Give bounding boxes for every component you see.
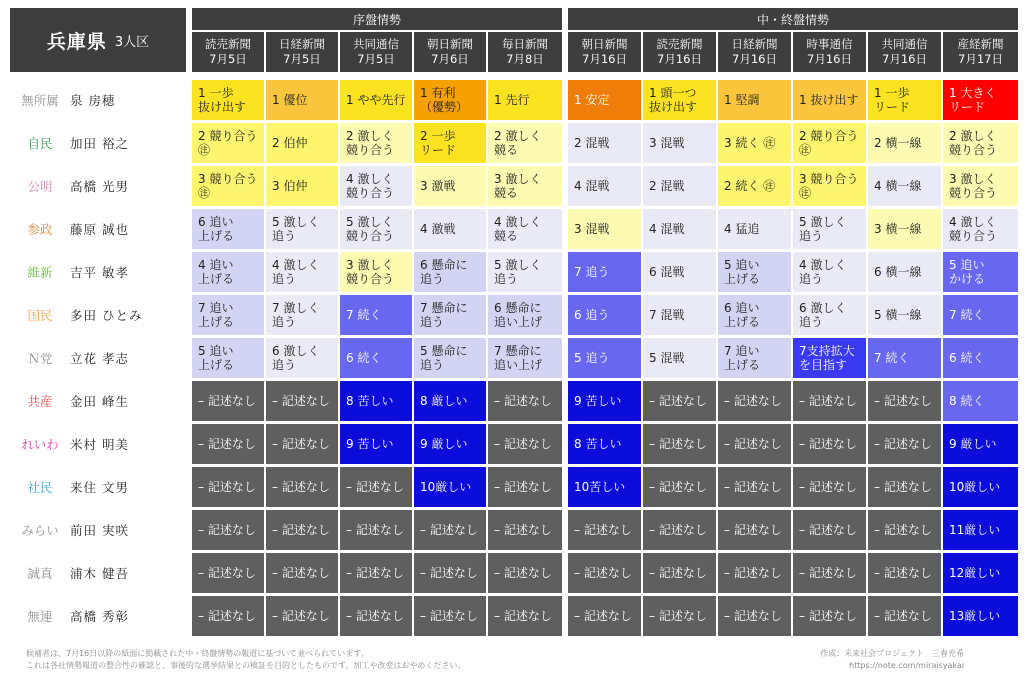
source-header xyxy=(793,32,866,72)
status-cell: – 記述なし xyxy=(414,510,486,550)
status-cell: – 記述なし xyxy=(793,553,866,593)
status-cell: 7支持拡大 を目指す xyxy=(793,338,866,378)
source-name: 産経新聞 xyxy=(957,37,1004,51)
status-cell: 3 激しく 競り合う xyxy=(943,166,1018,206)
status-cell: 7 追う xyxy=(568,252,641,292)
candidate-label xyxy=(10,208,186,250)
status-cell: 3 競り合う ㊟ xyxy=(793,166,866,206)
source-header xyxy=(868,32,941,72)
candidate-label xyxy=(10,380,186,422)
status-cell: 4 激戦 xyxy=(414,209,486,249)
status-cell: 1 先行 xyxy=(488,80,562,120)
seat-count: 3人区 xyxy=(114,34,150,50)
status-cell: – 記述なし xyxy=(192,381,264,421)
status-cell: – 記述なし xyxy=(340,467,412,507)
status-cell: 7 続く xyxy=(943,295,1018,335)
candidate-label xyxy=(10,294,186,336)
status-cell: 6 横一線 xyxy=(868,252,941,292)
status-cell: – 記述なし xyxy=(718,553,791,593)
source-header xyxy=(488,32,562,72)
source-date: 7月8日 xyxy=(506,52,544,66)
status-cell: – 記述なし xyxy=(868,596,941,636)
status-cell: – 記述なし xyxy=(340,553,412,593)
source-date: 7月17日 xyxy=(958,52,1003,66)
status-cell: – 記述なし xyxy=(868,467,941,507)
title-box xyxy=(10,8,186,72)
status-cell: 6 追い 上げる xyxy=(192,209,264,249)
source-name: 朝日新聞 xyxy=(581,37,628,51)
status-cell: – 記述なし xyxy=(643,510,716,550)
status-cell: 5 追い 上げる xyxy=(718,252,791,292)
party-name: 無所属 xyxy=(21,93,59,108)
status-cell: – 記述なし xyxy=(868,553,941,593)
source-date: 7月6日 xyxy=(431,52,469,66)
party-name: 共産 xyxy=(27,394,53,409)
status-cell: 5 激しく 競り合う xyxy=(340,209,412,249)
status-cell: 7 追い 上げる xyxy=(718,338,791,378)
candidate-name: 立花 孝志 xyxy=(70,351,129,366)
status-cell: 7 続く xyxy=(868,338,941,378)
source-date: 7月16日 xyxy=(807,52,852,66)
status-cell: 10厳しい xyxy=(943,467,1018,507)
status-cell: – 記述なし xyxy=(718,467,791,507)
status-cell: 5 横一線 xyxy=(868,295,941,335)
status-cell: – 記述なし xyxy=(793,424,866,464)
source-name: 読売新聞 xyxy=(656,37,703,51)
source-name: 時事通信 xyxy=(806,37,853,51)
status-cell: 1 一歩 抜け出す xyxy=(192,80,264,120)
candidate-name: 多田 ひとみ xyxy=(70,308,143,323)
status-cell: – 記述なし xyxy=(793,381,866,421)
status-cell: 2 混戦 xyxy=(643,166,716,206)
status-cell: – 記述なし xyxy=(192,467,264,507)
status-cell: – 記述なし xyxy=(793,467,866,507)
status-cell: 6 懸命に 追う xyxy=(414,252,486,292)
candidate-name: 浦木 健吾 xyxy=(70,566,129,581)
status-cell: 8 苦しい xyxy=(568,424,641,464)
source-date: 7月16日 xyxy=(882,52,927,66)
status-cell: 7 続く xyxy=(340,295,412,335)
status-cell: 7 追い 上げる xyxy=(192,295,264,335)
status-cell: – 記述なし xyxy=(266,510,338,550)
status-cell: – 記述なし xyxy=(340,596,412,636)
status-cell: – 記述なし xyxy=(643,596,716,636)
status-cell: – 記述なし xyxy=(266,467,338,507)
status-cell: 5 激しく 追う xyxy=(266,209,338,249)
status-cell: – 記述なし xyxy=(568,510,641,550)
status-cell: 2 激しく 競り合う xyxy=(943,123,1018,163)
source-header xyxy=(266,32,338,72)
status-cell: 2 競り合う ㊟ xyxy=(192,123,264,163)
status-cell: 1 抜け出す xyxy=(793,80,866,120)
status-cell: 1 有利 （優勢） xyxy=(414,80,486,120)
status-cell: 12厳しい xyxy=(943,553,1018,593)
status-cell: – 記述なし xyxy=(643,467,716,507)
party-name: 維新 xyxy=(27,265,53,280)
status-cell: 6 続く xyxy=(340,338,412,378)
status-cell: 4 激しく 競り合う xyxy=(340,166,412,206)
status-cell: 5 激しく 追う xyxy=(793,209,866,249)
footer-credit: 作成：未来社会プロジェクト 三春充希 xyxy=(820,649,964,658)
status-cell: 2 続く ㊟ xyxy=(718,166,791,206)
status-cell: – 記述なし xyxy=(488,596,562,636)
status-cell: – 記述なし xyxy=(868,510,941,550)
party-name: 自民 xyxy=(27,136,53,151)
status-cell: – 記述なし xyxy=(340,510,412,550)
status-cell: 4 激しく 競り合う xyxy=(943,209,1018,249)
status-cell: 2 横一線 xyxy=(868,123,941,163)
status-cell: – 記述なし xyxy=(793,510,866,550)
candidate-label xyxy=(10,466,186,508)
status-cell: – 記述なし xyxy=(868,424,941,464)
status-cell: – 記述なし xyxy=(488,467,562,507)
party-name: Ｎ党 xyxy=(27,351,53,366)
status-cell: – 記述なし xyxy=(718,596,791,636)
status-cell: 8 厳しい xyxy=(414,381,486,421)
status-cell: 9 苦しい xyxy=(340,424,412,464)
status-cell: – 記述なし xyxy=(718,381,791,421)
status-cell: – 記述なし xyxy=(266,424,338,464)
status-cell: 4 混戦 xyxy=(568,166,641,206)
status-cell: 4 激しく 追う xyxy=(266,252,338,292)
status-cell: – 記述なし xyxy=(192,596,264,636)
status-cell: 1 安定 xyxy=(568,80,641,120)
status-cell: 5 懸命に 追う xyxy=(414,338,486,378)
status-cell: – 記述なし xyxy=(266,381,338,421)
prefecture-title: 兵庫県 xyxy=(46,30,107,53)
status-cell: – 記述なし xyxy=(266,553,338,593)
candidate-name: 前田 実咲 xyxy=(70,523,129,538)
status-cell: 9 厳しい xyxy=(414,424,486,464)
status-cell: – 記述なし xyxy=(568,553,641,593)
status-cell: – 記述なし xyxy=(718,424,791,464)
status-cell: 4 猛追 xyxy=(718,209,791,249)
status-cell: 1 大きく リード xyxy=(943,80,1018,120)
status-cell: – 記述なし xyxy=(793,596,866,636)
status-cell: 7 混戦 xyxy=(643,295,716,335)
source-date: 7月16日 xyxy=(582,52,627,66)
status-cell: 6 追い 上げる xyxy=(718,295,791,335)
status-cell: 4 混戦 xyxy=(643,209,716,249)
status-cell: 6 続く xyxy=(943,338,1018,378)
candidate-label xyxy=(10,122,186,164)
source-name: 毎日新聞 xyxy=(502,37,548,51)
status-cell: 3 激しく 競る xyxy=(488,166,562,206)
status-cell: 3 混戦 xyxy=(643,123,716,163)
candidate-label xyxy=(10,337,186,379)
status-cell: 2 一歩 リード xyxy=(414,123,486,163)
status-cell: 4 追い 上げる xyxy=(192,252,264,292)
source-name: 日経新聞 xyxy=(279,37,325,51)
footer-note-1: 候補者は、7月16日以降の紙面に掲載された中・終盤情勢の報道に基づいて並べられています。 xyxy=(26,649,369,658)
source-header xyxy=(718,32,791,72)
status-cell: – 記述なし xyxy=(568,596,641,636)
status-cell: – 記述なし xyxy=(643,381,716,421)
status-cell: 2 激しく 競り合う xyxy=(340,123,412,163)
candidate-name: 米村 明美 xyxy=(70,437,129,452)
status-cell: – 記述なし xyxy=(414,596,486,636)
source-name: 共同通信 xyxy=(353,37,399,51)
status-cell: 8 苦しい xyxy=(340,381,412,421)
status-cell: 5 追い 上げる xyxy=(192,338,264,378)
status-cell: – 記述なし xyxy=(192,424,264,464)
status-cell: 7 懸命に 追い上げ xyxy=(488,338,562,378)
status-cell: 5 混戦 xyxy=(643,338,716,378)
status-cell: – 記述なし xyxy=(488,510,562,550)
candidate-label xyxy=(10,595,186,637)
status-cell: 7 激しく 追う xyxy=(266,295,338,335)
footer-credit-block xyxy=(820,648,964,672)
candidate-name: 藤原 誠也 xyxy=(70,222,129,237)
status-cell: – 記述なし xyxy=(266,596,338,636)
candidate-label xyxy=(10,79,186,121)
candidate-label xyxy=(10,552,186,594)
source-name: 読売新聞 xyxy=(205,37,251,51)
status-cell: 3 激しく 競り合う xyxy=(340,252,412,292)
source-date: 7月5日 xyxy=(209,52,247,66)
candidate-label xyxy=(10,509,186,551)
status-cell: 10苦しい xyxy=(568,467,641,507)
status-cell: 2 混戦 xyxy=(568,123,641,163)
status-cell: 3 横一線 xyxy=(868,209,941,249)
candidate-name: 加田 裕之 xyxy=(70,136,129,151)
status-cell: 3 混戦 xyxy=(568,209,641,249)
candidate-name: 高橋 秀彰 xyxy=(70,609,129,624)
status-cell: 1 一歩 リード xyxy=(868,80,941,120)
source-date: 7月5日 xyxy=(357,52,395,66)
source-header xyxy=(643,32,716,72)
status-cell: 1 優位 xyxy=(266,80,338,120)
status-cell: 5 追う xyxy=(568,338,641,378)
status-cell: – 記述なし xyxy=(414,553,486,593)
source-name: 日経新聞 xyxy=(731,37,778,51)
status-cell: 2 激しく 競る xyxy=(488,123,562,163)
status-cell: 3 伯仲 xyxy=(266,166,338,206)
status-cell: 3 続く ㊟ xyxy=(718,123,791,163)
status-cell: 2 伯仲 xyxy=(266,123,338,163)
source-name: 朝日新聞 xyxy=(427,37,473,51)
status-cell: 6 激しく 追う xyxy=(793,295,866,335)
party-name: 無連 xyxy=(27,609,53,624)
status-cell: – 記述なし xyxy=(488,381,562,421)
status-cell: 3 競り合う ㊟ xyxy=(192,166,264,206)
status-cell: – 記述なし xyxy=(643,553,716,593)
status-cell: 1 頭一つ 抜け出す xyxy=(643,80,716,120)
party-name: みらい xyxy=(21,523,59,538)
candidate-label xyxy=(10,423,186,465)
source-date: 7月5日 xyxy=(283,52,321,66)
status-cell: – 記述なし xyxy=(868,381,941,421)
status-cell: 9 厳しい xyxy=(943,424,1018,464)
party-name: 公明 xyxy=(27,179,53,194)
footer-notes xyxy=(26,648,465,672)
status-cell: – 記述なし xyxy=(643,424,716,464)
status-cell: 1 やや先行 xyxy=(340,80,412,120)
status-cell: 2 競り合う ㊟ xyxy=(793,123,866,163)
candidate-label xyxy=(10,251,186,293)
status-cell: – 記述なし xyxy=(488,553,562,593)
status-cell: 4 横一線 xyxy=(868,166,941,206)
status-cell: 9 苦しい xyxy=(568,381,641,421)
footer-note-2: これは各社情勢報道の整合性の確認と、事後的な選挙結果との検証を目的としたものです。加工や改変はおやめください。 xyxy=(26,661,466,670)
party-name: 国民 xyxy=(27,308,53,323)
source-date: 7月16日 xyxy=(657,52,702,66)
candidate-label xyxy=(10,165,186,207)
group-early: 序盤情勢 xyxy=(192,8,562,30)
status-cell: 4 激しく 追う xyxy=(793,252,866,292)
party-name: 参政 xyxy=(27,222,53,237)
status-cell: 10厳しい xyxy=(414,467,486,507)
status-cell: 13厳しい xyxy=(943,596,1018,636)
status-cell: 5 追い かける xyxy=(943,252,1018,292)
source-header xyxy=(943,32,1018,72)
status-cell: 6 追う xyxy=(568,295,641,335)
party-name: 社民 xyxy=(27,480,53,495)
candidate-name: 金田 峰生 xyxy=(70,394,129,409)
status-cell: 7 懸命に 追う xyxy=(414,295,486,335)
status-cell: – 記述なし xyxy=(718,510,791,550)
candidate-name: 高橋 光男 xyxy=(70,179,129,194)
status-cell: 11厳しい xyxy=(943,510,1018,550)
status-cell: 6 混戦 xyxy=(643,252,716,292)
group-late: 中・終盤情勢 xyxy=(568,8,1018,30)
status-cell: 3 激戦 xyxy=(414,166,486,206)
candidate-name: 吉平 敏孝 xyxy=(70,265,129,280)
status-cell: – 記述なし xyxy=(488,424,562,464)
source-date: 7月16日 xyxy=(732,52,777,66)
status-cell: 5 激しく 追う xyxy=(488,252,562,292)
status-cell: 1 堅調 xyxy=(718,80,791,120)
source-header xyxy=(340,32,412,72)
source-header xyxy=(414,32,486,72)
status-cell: 8 続く xyxy=(943,381,1018,421)
status-cell: – 記述なし xyxy=(192,553,264,593)
status-cell: 6 懸命に 追い上げ xyxy=(488,295,562,335)
source-header xyxy=(192,32,264,72)
footer-url[interactable]: https://note.com/miraisyakai xyxy=(849,661,964,670)
source-header xyxy=(568,32,641,72)
status-cell: 6 激しく 追う xyxy=(266,338,338,378)
source-name: 共同通信 xyxy=(881,37,928,51)
party-name: れいわ xyxy=(21,437,59,452)
candidate-name: 来住 文男 xyxy=(70,480,129,495)
status-cell: – 記述なし xyxy=(192,510,264,550)
candidate-name: 泉 房穂 xyxy=(70,93,116,108)
status-cell: 4 激しく 競る xyxy=(488,209,562,249)
party-name: 誠真 xyxy=(27,566,53,581)
